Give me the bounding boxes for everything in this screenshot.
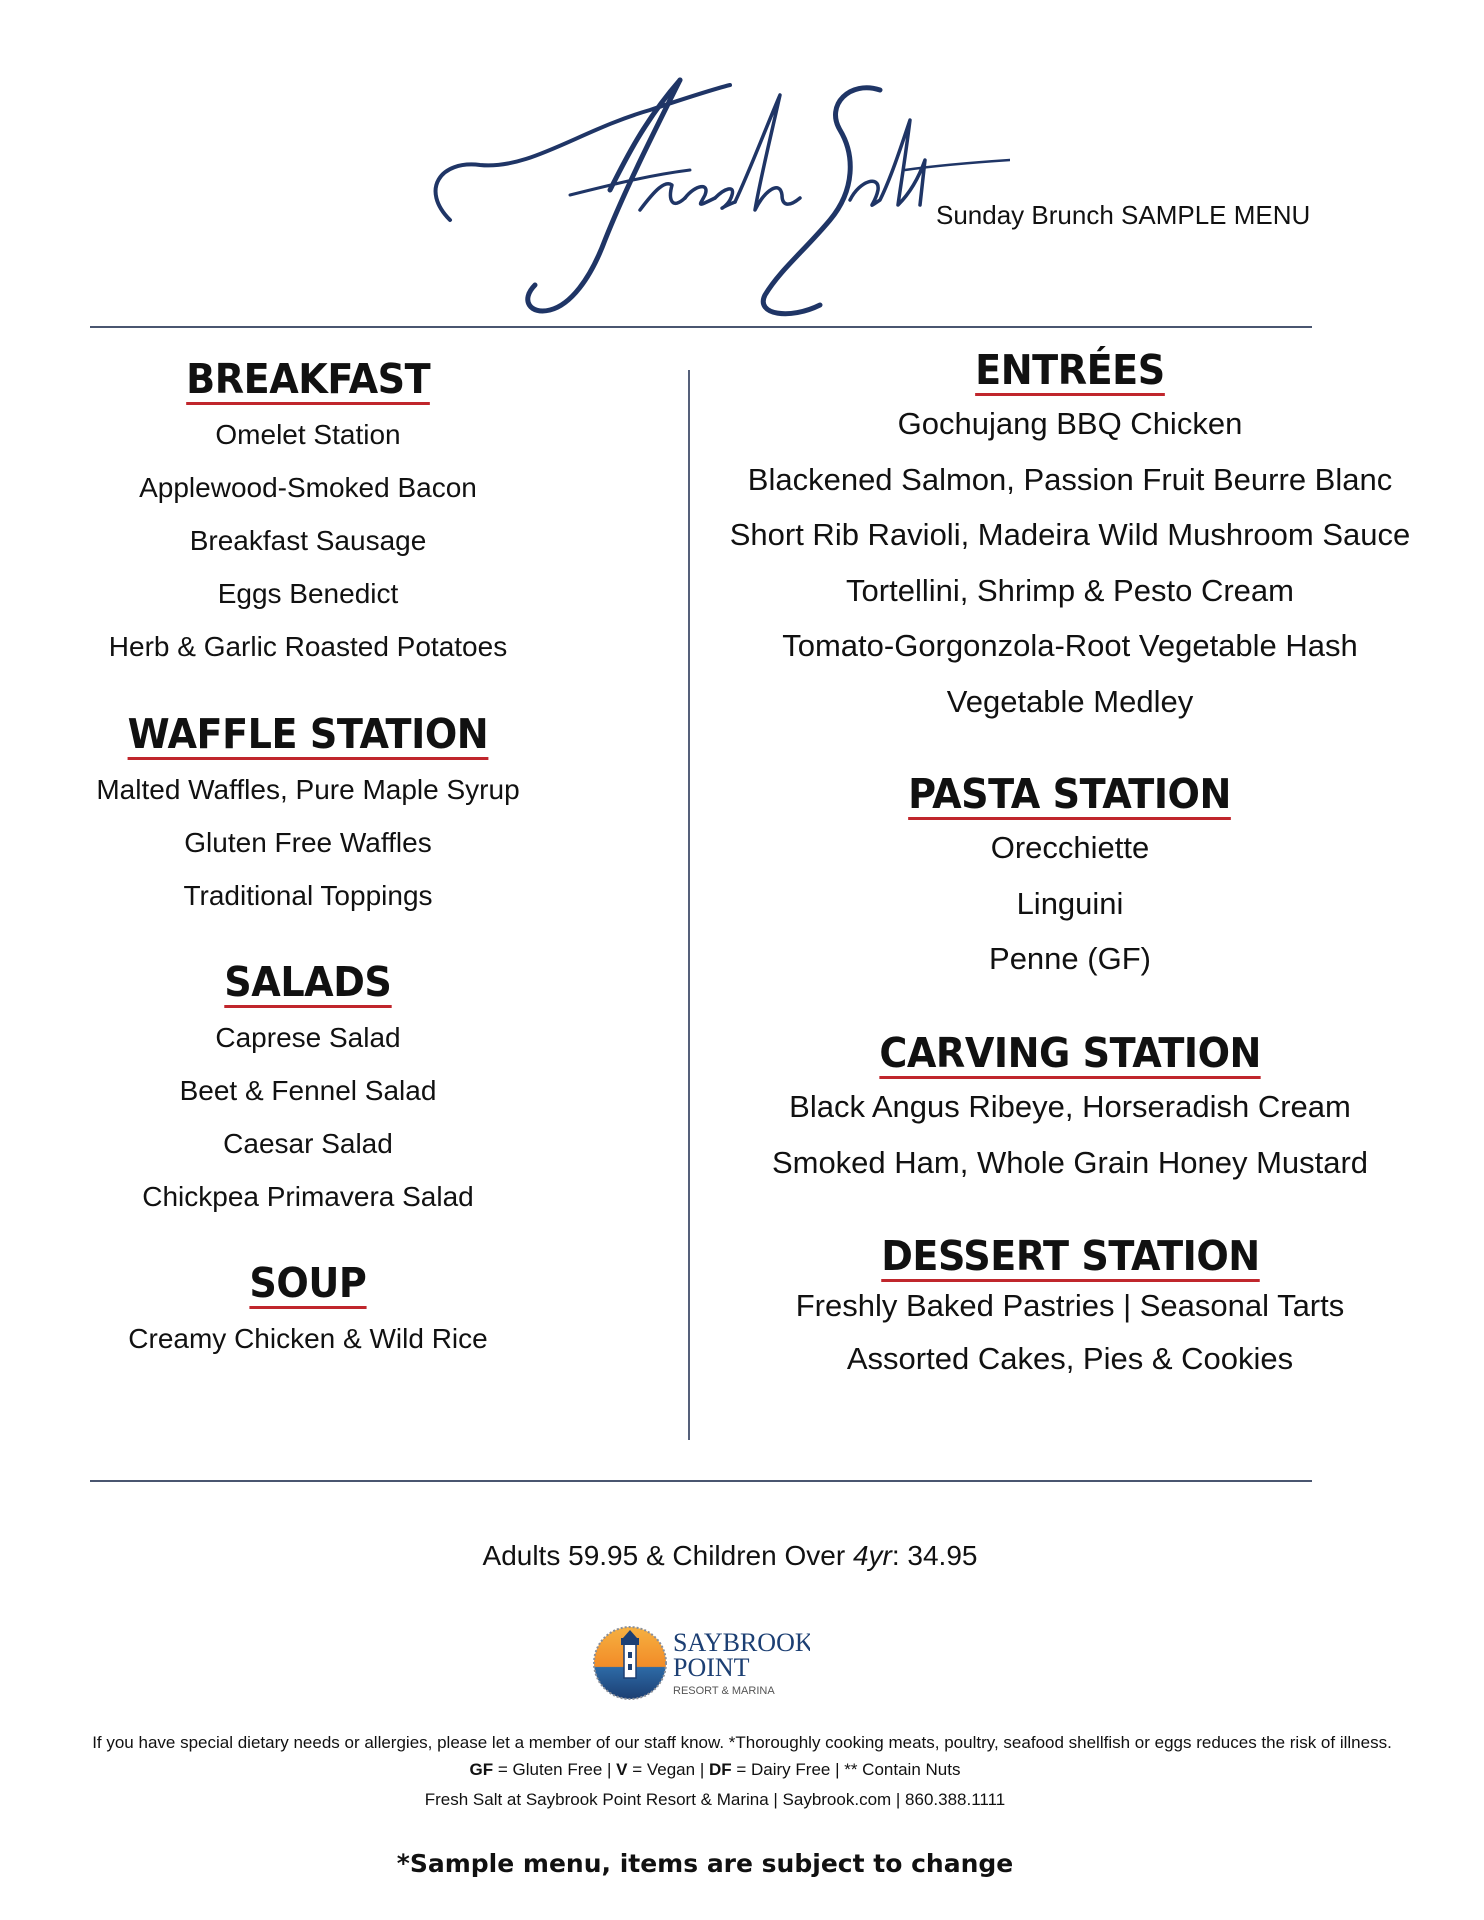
right-column <box>690 0 1450 1400</box>
pricing-adults: Adults 59.95 & Children Over <box>482 1540 853 1571</box>
menu-item: Tortellini, Shrimp & Pesto Cream <box>846 572 1294 608</box>
menu-item: Orecchiette <box>990 830 1150 866</box>
left-column <box>40 0 576 1400</box>
section-title: ENTRÉES <box>975 349 1165 396</box>
section-breakfast <box>40 355 576 673</box>
menu-item: Freshly Baked Pastries | Seasonal Tarts <box>795 1288 1345 1324</box>
menu-item: Applewood-Smoked Bacon <box>139 472 477 504</box>
section-title: BREAKFAST <box>186 358 430 405</box>
item-list <box>40 1312 576 1365</box>
sample-menu-note: *Sample menu, items are subject to change <box>396 1849 1014 1878</box>
menu-item: Caesar Salad <box>223 1128 393 1160</box>
pricing-age: 4yr <box>852 1540 892 1571</box>
menu-item: Tomato-Gorgonzola-Root Vegetable Hash <box>782 628 1358 664</box>
menu-item: Beet & Fennel Salad <box>179 1075 437 1107</box>
section-title: SOUP <box>250 1262 367 1309</box>
item-list <box>40 763 576 922</box>
menu-item: Penne (GF) <box>989 941 1151 977</box>
menu-item: Omelet Station <box>215 419 401 451</box>
section-entrees <box>690 346 1450 729</box>
legend-df-code: DF <box>708 1760 732 1779</box>
menu-item: Gochujang BBQ Chicken <box>897 406 1243 442</box>
section-title: SALADS <box>224 961 391 1008</box>
saybrook-point-logo <box>590 1618 810 1708</box>
brand-name-line1: SAYBROOK <box>673 1628 810 1657</box>
section-soup <box>40 1259 576 1365</box>
item-list <box>690 396 1450 729</box>
legend-v-code: V <box>616 1760 628 1779</box>
menu-item: Vegetable Medley <box>946 683 1194 719</box>
item-list <box>40 1011 576 1223</box>
section-title: DESSERT STATION <box>881 1235 1259 1282</box>
section-salads <box>40 958 576 1223</box>
menu-item: Linguini <box>1016 885 1124 921</box>
menu-item: Chickpea Primavera Salad <box>142 1181 474 1213</box>
legend-df-text: = Dairy Free | ** Contain Nuts <box>731 1760 961 1779</box>
brand-name-line2: POINT <box>673 1653 750 1682</box>
menu-item: Short Rib Ravioli, Madeira Wild Mushroom Sauce <box>729 517 1411 553</box>
menu-item: Gluten Free Waffles <box>184 827 432 859</box>
section-waffle-station <box>40 710 576 922</box>
bottom-divider <box>90 1480 1312 1482</box>
menu-item: Malted Waffles, Pure Maple Syrup <box>96 774 520 806</box>
section-carving-station <box>690 1029 1450 1190</box>
pricing-children: : 34.95 <box>891 1540 978 1571</box>
menu-item: Caprese Salad <box>215 1022 401 1054</box>
menu-item: Breakfast Sausage <box>189 525 427 557</box>
menu-item: Assorted Cakes, Pies & Cookies <box>846 1341 1294 1377</box>
menu-item: Creamy Chicken & Wild Rice <box>128 1323 488 1355</box>
menu-item: Traditional Toppings <box>183 880 433 912</box>
section-title: CARVING STATION <box>879 1032 1261 1079</box>
section-title: PASTA STATION <box>909 773 1232 820</box>
menu-subtitle: Sunday Brunch SAMPLE MENU <box>936 200 1311 230</box>
dietary-legend <box>0 1760 1430 1780</box>
legend-v-text: = Vegan | <box>627 1760 709 1779</box>
menu-item: Smoked Ham, Whole Grain Honey Mustard <box>771 1144 1369 1180</box>
item-list <box>690 820 1450 987</box>
pricing-line <box>0 1540 1460 1572</box>
menu-item: Black Angus Ribeye, Horseradish Cream <box>789 1089 1351 1125</box>
section-title: WAFFLE STATION <box>128 713 489 760</box>
menu-item: Eggs Benedict <box>217 578 399 610</box>
menu-item: Blackened Salmon, Passion Fruit Beurre Blanc <box>747 461 1393 497</box>
section-pasta-station <box>690 770 1450 987</box>
menu-item: Herb & Garlic Roasted Potatoes <box>108 631 508 663</box>
item-list <box>690 1079 1450 1190</box>
legend-gf-text: = Gluten Free | <box>493 1760 617 1779</box>
item-list <box>40 408 576 673</box>
contact-line: Fresh Salt at Saybrook Point Resort & Marina | Saybrook.com | 860.388.1111 <box>424 1790 1006 1809</box>
legend-gf-code: GF <box>469 1760 494 1779</box>
allergy-notice: If you have special dietary needs or allergies, please let a member of our staff know. *Thoroughly cooking meats, poultry, seafood shellfish or eggs reduces the risk of illness. <box>92 1733 1392 1752</box>
item-list <box>690 1279 1450 1385</box>
brand-tagline: RESORT & MARINA <box>673 1685 775 1697</box>
section-dessert-station <box>690 1232 1450 1385</box>
